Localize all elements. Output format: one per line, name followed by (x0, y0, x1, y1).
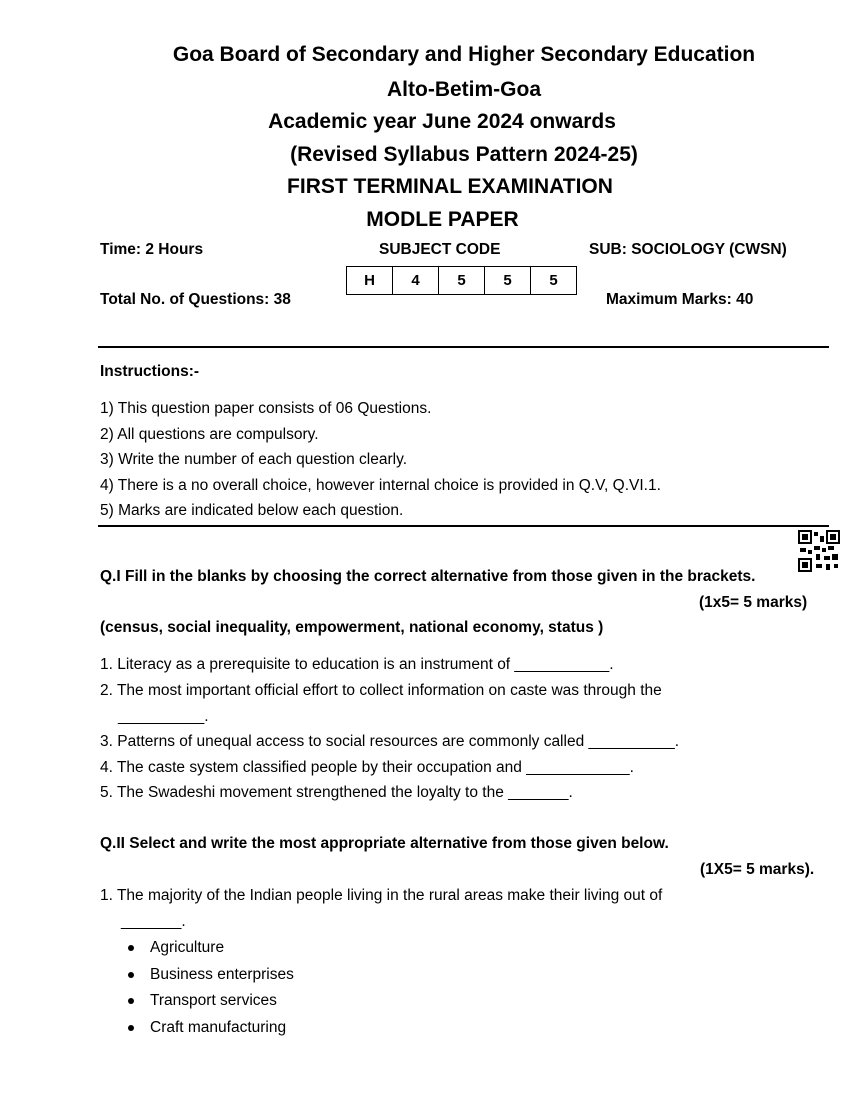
subject-code-boxes (346, 266, 577, 295)
instructions-heading: Instructions:- (100, 363, 200, 380)
code-box: 5 (531, 267, 577, 295)
q2-option: Agriculture (150, 939, 225, 956)
q2-option: Transport services (150, 992, 277, 1009)
q2-question-blank: _______. (121, 913, 186, 930)
q1-item-blank: __________. (118, 708, 209, 725)
paper-title: MODLE PAPER (366, 208, 519, 231)
q1-options: (census, social inequality, empowerment, national economy, status ) (100, 619, 604, 636)
instruction-item: 1) This question paper consists of 06 Questions. (100, 400, 432, 417)
q1-item: 2. The most important official effort to collect information on caste was through the (100, 682, 662, 699)
q2-option: Business enterprises (150, 966, 294, 983)
subject-code-label: SUBJECT CODE (379, 241, 501, 258)
qr-code-icon (798, 530, 840, 572)
exam-title: FIRST TERMINAL EXAMINATION (287, 175, 613, 198)
q1-item: 4. The caste system classified people by their occupation and ____________. (100, 759, 634, 776)
code-box: 4 (393, 267, 439, 295)
instruction-item: 4) There is a no overall choice, however internal choice is provided in Q.V, Q.VI.1. (100, 477, 661, 494)
total-questions: Total No. of Questions: 38 (100, 291, 291, 308)
q2-option: Craft manufacturing (150, 1019, 287, 1036)
bullet-icon (128, 972, 134, 978)
code-box: 5 (439, 267, 485, 295)
subject-name: SUB: SOCIOLOGY (CWSN) (589, 241, 787, 258)
instruction-item: 3) Write the number of each question clearly. (100, 451, 407, 468)
bullet-icon (128, 998, 134, 1004)
q2-heading: Q.II Select and write the most appropriate alternative from those given below. (100, 835, 669, 852)
academic-year: Academic year June 2024 onwards (268, 110, 616, 133)
instruction-item: 2) All questions are compulsory. (100, 426, 319, 443)
divider-top (98, 346, 829, 348)
instruction-item: 5) Marks are indicated below each question. (100, 502, 404, 519)
q1-marks: (1x5= 5 marks) (699, 594, 808, 611)
maximum-marks: Maximum Marks: 40 (606, 291, 754, 308)
code-box: H (347, 267, 393, 295)
q1-item: 5. The Swadeshi movement strengthened the loyalty to the _______. (100, 784, 573, 801)
bullet-icon (128, 945, 134, 951)
q2-question: 1. The majority of the Indian people living in the rural areas make their living out of (100, 887, 663, 904)
q1-item: 3. Patterns of unequal access to social resources are commonly called __________. (100, 733, 680, 750)
q2-marks: (1X5= 5 marks). (700, 861, 815, 878)
board-title: Goa Board of Secondary and Higher Secondary Education (172, 43, 756, 66)
bullet-icon (128, 1025, 134, 1031)
board-location: Alto-Betim-Goa (387, 78, 541, 101)
q1-item: 1. Literacy as a prerequisite to education is an instrument of ___________. (100, 656, 614, 673)
divider-bottom (98, 525, 829, 527)
code-box: 5 (485, 267, 531, 295)
exam-time: Time: 2 Hours (100, 241, 204, 258)
q1-heading: Q.I Fill in the blanks by choosing the correct alternative from those given in the brackets. (100, 568, 756, 585)
syllabus-pattern: (Revised Syllabus Pattern 2024-25) (290, 143, 638, 166)
